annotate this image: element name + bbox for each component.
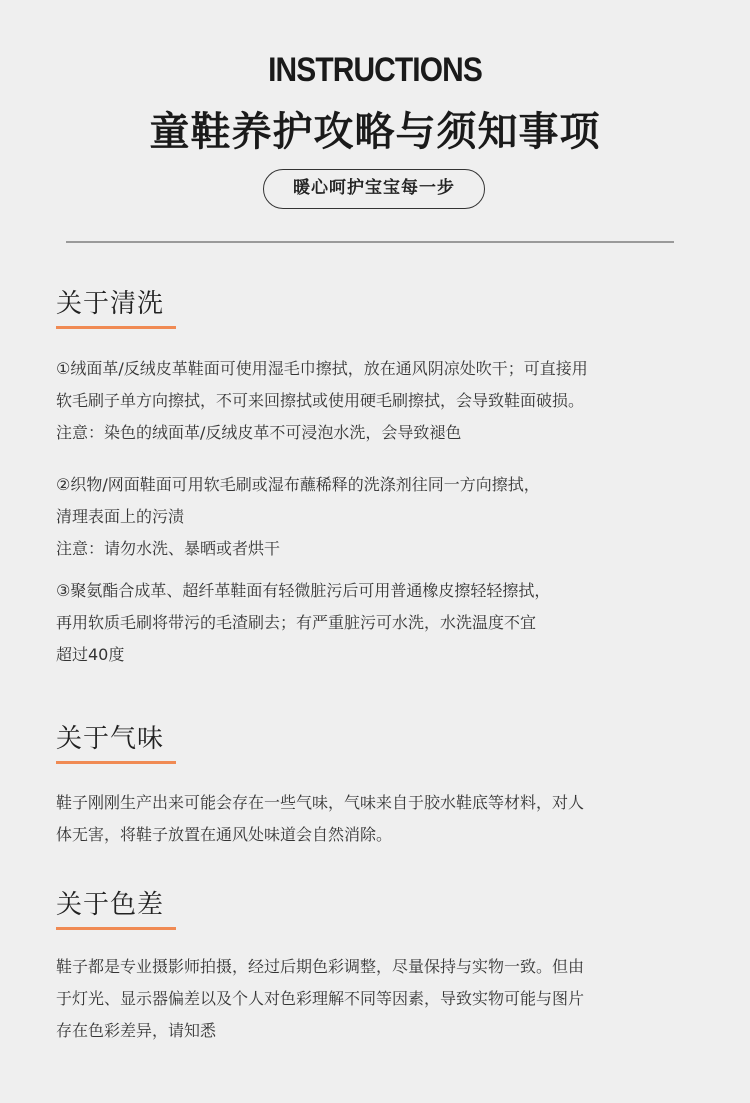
cleaning-item-1-line-1: ①绒面革/反绒皮革鞋面可使用湿毛巾擦拭，放在通风阴凉处吹干；可直接用 [56,359,588,378]
section-underline-color [56,927,176,930]
header-title-cn: 童鞋养护攻略与须知事项 [149,109,601,155]
header-title-en: INSTRUCTIONS [268,51,482,89]
section-underline-odor [56,761,176,764]
cleaning-item-2 [56,469,696,565]
cleaning-item-2-line-3: 注意：请勿水洗、暴晒或者烘干 [56,539,281,558]
cleaning-item-2-line-1: ②织物/网面鞋面可用软毛刷或湿布蘸稀释的洗涤剂往同一方向擦拭， [56,475,540,494]
color-line-3: 存在色彩差异，请知悉 [56,1021,217,1040]
section-title-odor: 关于气味 [56,724,165,754]
odor-paragraph [56,787,696,851]
section-underline-cleaning [56,326,176,329]
odor-line-2: 体无害，将鞋子放置在通风处味道会自然消除。 [56,825,393,844]
odor-line-1: 鞋子刚刚生产出来可能会存在一些气味，气味来自于胶水鞋底等材料，对人 [56,793,585,812]
color-paragraph [56,951,696,1047]
section-title-color: 关于色差 [56,890,165,920]
subtitle-pill: 暖心呵护宝宝每一步 [263,169,485,209]
cleaning-item-1 [56,353,696,449]
cleaning-item-2-line-2: 清理表面上的污渍 [56,507,185,526]
cleaning-item-3-line-2: 再用软质毛刷将带污的毛渣刷去；有严重脏污可水洗，水洗温度不宜 [56,613,537,632]
cleaning-item-1-line-2: 软毛刷子单方向擦拭，不可来回擦拭或使用硬毛刷擦拭，会导致鞋面破损。 [56,391,585,410]
cleaning-item-3-line-1: ③聚氨酯合成革、超纤革鞋面有轻微脏污后可用普通橡皮擦轻轻擦拭， [56,581,551,600]
color-line-2: 于灯光、显示器偏差以及个人对色彩理解不同等因素，导致实物可能与图片 [56,989,585,1008]
cleaning-item-3-line-3: 超过40度 [56,645,125,664]
cleaning-item-3 [56,575,696,671]
header-divider [66,241,674,243]
cleaning-item-1-line-3: 注意：染色的绒面革/反绒皮革不可浸泡水洗，会导致褪色 [56,423,462,442]
section-title-cleaning: 关于清洗 [56,289,165,319]
color-line-1: 鞋子都是专业摄影师拍摄，经过后期色彩调整，尽量保持与实物一致。但由 [56,957,585,976]
